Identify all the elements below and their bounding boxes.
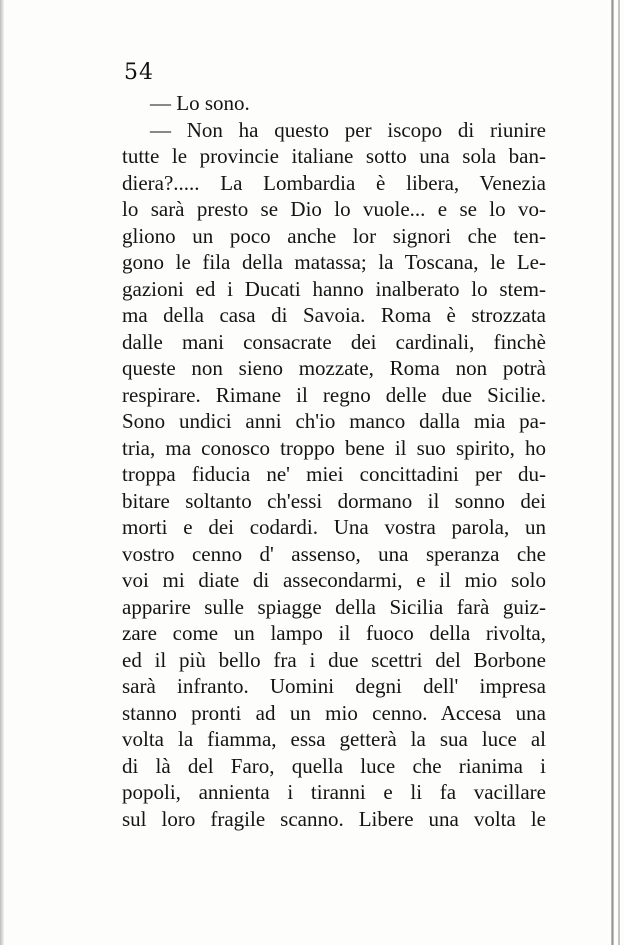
text-line: voi mi diate di assecondarmi, e il mio solo: [122, 568, 546, 592]
text-line: tria, ma conosco troppo bene il suo spirito, ho: [122, 435, 546, 460]
text-line: respirare. Rimane il regno delle due Sicilie.: [122, 382, 546, 407]
text-line: tutte le provincie italiane sotto una sola ban-: [122, 144, 546, 168]
text-line: popoli, annienta i tiranni e li fa vacillare: [122, 780, 546, 804]
page-left-edge: [0, 0, 4, 945]
text-line: sul loro fragile scanno. Libere una volta le: [122, 806, 546, 831]
page-number: 54: [124, 60, 154, 85]
text-line: di là del Faro, quella luce che rianima i: [122, 753, 546, 778]
text-line: troppa fiducia ne' miei concittadini per du-: [122, 462, 546, 486]
text-line: queste non sieno mozzate, Roma non potrà: [122, 356, 546, 380]
text-line: diera?..... La Lombardia è libera, Venezia: [122, 170, 546, 195]
text-line: volta la fiamma, essa getterà la sua luce al: [122, 727, 546, 751]
text-line: vostro cenno d' assenso, una speranza che: [122, 541, 546, 566]
text-line: morti e dei codardi. Una vostra parola, un: [122, 515, 546, 539]
text-line: dalle mani consacrate dei cardinali, finchè: [122, 329, 546, 354]
text-line: ma della casa di Savoia. Roma è strozzata: [122, 303, 546, 327]
text-line: gono le fila della matassa; la Toscana, le Le-: [122, 250, 546, 274]
text-line: bitare soltanto ch'essi dormano il sonno dei: [122, 488, 546, 513]
text-line: lo sarà presto se Dio lo vuole... e se lo vo-: [122, 197, 546, 221]
body-text: [122, 90, 546, 832]
text-line: ed il più bello fra i due scettri del Borbone: [122, 647, 546, 672]
text-line: stanno pronti ad un mio cenno. Accesa una: [122, 700, 546, 725]
text-line: sarà infranto. Uomini degni dell' impresa: [122, 674, 546, 698]
text-line: gliono un poco anche lor signori che ten-: [122, 223, 546, 248]
page-right-edge-outer: [618, 0, 620, 945]
text-line: gazioni ed i Ducati hanno inalberato lo stem-: [122, 276, 546, 301]
page-right-edge: [611, 0, 614, 945]
text-line: apparire sulle spiagge della Sicilia farà guiz-: [122, 594, 546, 619]
text-line: zare come un lampo il fuoco della rivolta,: [122, 621, 546, 645]
text-line: Sono undici anni ch'io manco dalla mia pa-: [122, 409, 546, 433]
text-line: — Non ha questo per iscopo di riunire: [150, 117, 546, 142]
text-line: — Lo sono.: [150, 91, 250, 115]
